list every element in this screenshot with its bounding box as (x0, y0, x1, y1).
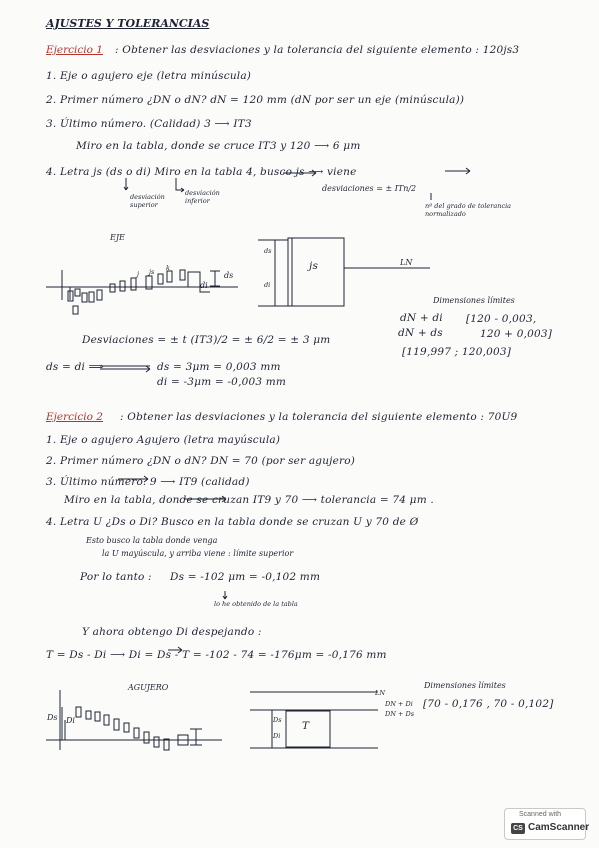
ex1-tick-k: k (166, 264, 170, 272)
ex2-box (164, 739, 169, 750)
ex2-hole-ds: Ds (273, 716, 282, 724)
ex2-box (134, 728, 139, 738)
ex2-limits-title: Dimensiones límites (424, 681, 506, 690)
ex1-arrow-di (176, 178, 184, 192)
ex1-diagram-eje-label: EJE (110, 233, 125, 242)
ex1-box (120, 281, 125, 291)
ex2-box (114, 719, 119, 730)
ex1-shaft-di: di (264, 281, 271, 289)
ex2-step-1: 1. Eje o agujero Agujero (letra mayúscula) (46, 434, 281, 446)
ex1-limits-values-1: [120 - 0,003, (466, 313, 537, 325)
ex1-step-2: 2. Primer número ¿DN o dN? dN = 120 mm (dN por ser un eje (minúscula)) (46, 94, 465, 106)
ex2-ds-equation: Ds = -102 μm = -0,102 mm (170, 571, 321, 583)
ex1-box (167, 271, 172, 282)
ex1-tick-js: js (149, 268, 155, 276)
page-title: AJUSTES Y TOLERANCIAS (46, 17, 210, 30)
camscanner-watermark (504, 808, 590, 840)
ex2-box (104, 715, 109, 725)
ex1-box (75, 289, 80, 296)
exercise-2-prompt: : Obtener las desviaciones y la tolerancia del siguiente elemento : 70U9 (120, 411, 518, 423)
ex1-box (131, 278, 136, 290)
ex2-step-4: 4. Letra U ¿Ds o Di? Busco en la tabla donde se cruzan U y 70 de Ø (46, 516, 419, 528)
ex2-limits-values: [70 - 0,176 , 70 - 0,102] (423, 698, 554, 710)
ex1-step-1: 1. Eje o agujero eje (letra minúscula) (46, 70, 252, 82)
ex1-implies-arrow (100, 366, 150, 372)
ex2-t-box (286, 711, 330, 747)
ex2-box (95, 712, 100, 721)
ex1-step-3-table: Miro en la tabla, donde se cruce IT3 y 120 ⟶ 6 μm (76, 140, 361, 152)
ex2-diagram-agujero-label: AGUJERO (128, 683, 169, 692)
ex2-ds-di-dim (190, 729, 202, 745)
ex1-limits-dn-di: dN + di (400, 312, 443, 324)
ex2-limits-dn-di: DN + Di (385, 700, 413, 708)
ex2-limits-dn-ds: DN + Ds (385, 710, 415, 718)
ex1-step-4: 4. Letra js (ds o di) Miro en la tabla 4, busco js ⟶ viene (46, 166, 357, 178)
ex2-diagram-ds-label: Ds (47, 713, 58, 722)
ex1-ds-dim (210, 271, 220, 286)
ex1-box (110, 284, 115, 292)
ex2-arrow-di (168, 647, 182, 653)
ex1-box (82, 293, 87, 302)
ex1-ds-note: desviación superior (130, 193, 165, 209)
ex2-box (144, 732, 149, 743)
ex1-shaft-ds: ds (264, 247, 272, 255)
ex1-step-3: 3. Último número. (Calidad) 3 ⟶ IT3 (46, 118, 252, 130)
exercise-2-label: Ejercicio 2 (46, 411, 103, 423)
ex1-box (89, 292, 94, 302)
ex2-arrow-note (223, 591, 227, 599)
ex2-ds-note: lo he obtenido de la tabla (214, 600, 298, 608)
ex1-limits-dn-ds: dN + ds (398, 327, 443, 339)
ex1-diagram-js-label: js (309, 260, 319, 272)
ex1-shaft (288, 238, 344, 306)
ex1-diagram-lines (46, 168, 470, 372)
ex1-desviaciones: Desviaciones = ± t (IT3)/2 = ± 6/2 = ± 3 μm (82, 334, 331, 346)
ex1-box (97, 290, 102, 300)
ex2-portanto: Por lo tanto : (80, 571, 152, 583)
ex2-note-2: la U mayúscula, y arriba viene : límite superior (102, 549, 294, 558)
ex1-diagram-di-label: di (200, 281, 208, 290)
ex1-formula-note: nº del grado de tolerancia normalizado (425, 202, 512, 218)
ex1-arrow-viene (445, 168, 470, 174)
exercise-1-prompt: : Obtener las desviaciones y la tolerancia del siguiente elemento : 120js3 (115, 44, 520, 56)
ex1-tick-j: j (137, 270, 140, 278)
exercise-1-label: Ejercicio 1 (46, 44, 103, 56)
ex1-formula: desviaciones = ± ITn/2 (322, 184, 417, 193)
ex1-box (188, 272, 200, 287)
ex2-ahora: Y ahora obtengo Di despejando : (82, 626, 262, 638)
scanned-with-text: Scanned with (519, 811, 562, 818)
ex1-ds-eq-di: ds = di ⟹ (46, 361, 104, 373)
ex2-arrow-9 (118, 476, 148, 482)
ex1-limits-title: Dimensiones límites (433, 296, 515, 305)
ex1-arrow-6um (283, 170, 316, 176)
ex1-limits-values-2: 120 + 0,003] (480, 328, 553, 340)
ex2-arrow-it9 (184, 496, 226, 502)
ex1-shaft-edge (258, 240, 288, 306)
ex1-box (73, 306, 78, 314)
ex1-di-note: desviación inferior (185, 189, 220, 205)
ex2-diagram-ln-label: LN (375, 689, 386, 697)
ex2-step-3-table: Miro en la tabla, donde se cruzan IT9 y 70 ⟶ tolerancia = 74 μm . (64, 494, 434, 506)
ex1-di-value: di = -3μm = -0,003 mm (157, 376, 287, 388)
ex2-box (124, 723, 129, 732)
ex1-diagram-ds-label: ds (224, 271, 234, 280)
ex2-dim (62, 707, 65, 740)
camscanner-logo-icon: CS (511, 823, 525, 834)
ex2-step-3: 3. Último número. 9 ⟶ IT9 (calidad) (46, 476, 250, 488)
ex2-diagram-t-label: T (302, 720, 310, 732)
ex1-limits-result: [119,997 ; 120,003] (402, 346, 512, 358)
ex1-ds-value: ds = 3μm = 0,003 mm (157, 361, 281, 373)
ex1-arrow-ds (124, 178, 128, 190)
ex2-note-1: Esto busco la tabla donde venga (86, 536, 218, 545)
ex1-box (180, 270, 185, 280)
ex1-box (158, 274, 163, 284)
ex2-di-equation: T = Ds - Di ⟶ Di = Ds - T = -102 - 74 = -176μm = -0,176 mm (46, 649, 387, 661)
ex2-diagram-di-label: Di (66, 716, 75, 725)
ex2-box (76, 707, 81, 717)
ex2-box (86, 711, 91, 719)
ex1-diagram-ln-label: LN (400, 258, 413, 267)
ex2-hole-di: Di (273, 732, 281, 740)
ex2-diagram-lines (46, 476, 378, 750)
ex2-step-2: 2. Primer número ¿DN o dN? DN = 70 (por ser agujero) (46, 455, 356, 467)
ex2-box (154, 737, 159, 747)
ex2-hole-lines (250, 692, 378, 748)
camscanner-name: CamScanner (528, 822, 590, 833)
ex1-di-dim (200, 287, 210, 292)
